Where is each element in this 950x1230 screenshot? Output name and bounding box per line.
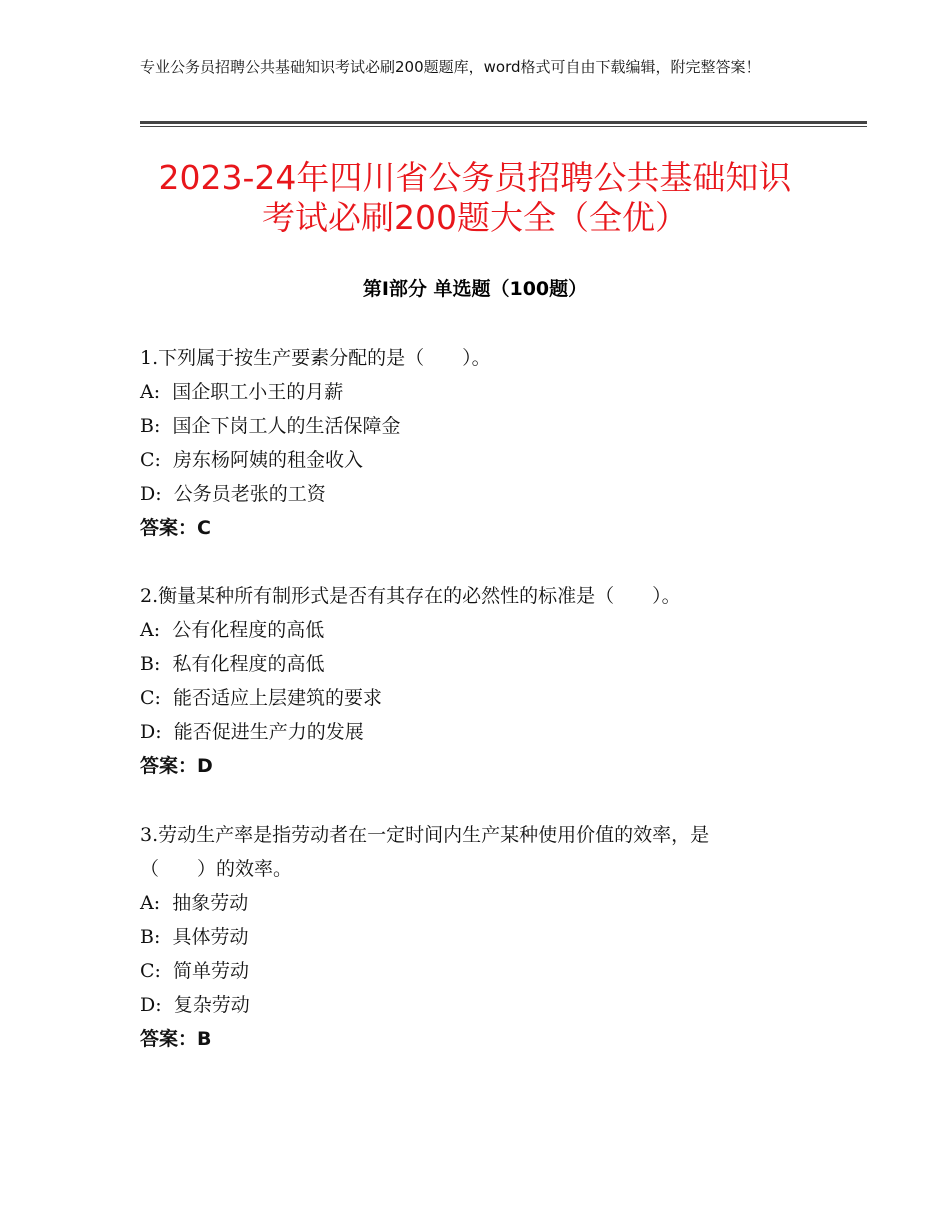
document-title: [100, 158, 850, 238]
question-1-option-b: B: 国企下岗工人的生活保障金: [140, 415, 401, 437]
document-title-line-2: 考试必刷200题大全（全优）: [262, 198, 688, 237]
question-1-option-c: C: 房东杨阿姨的租金收入: [140, 449, 364, 471]
header-divider-thin: [140, 126, 867, 127]
question-2: [140, 579, 840, 783]
question-2-option-a: A: 公有化程度的高低: [140, 619, 325, 641]
question-1: [140, 341, 840, 545]
question-2-option-c: C: 能否适应上层建筑的要求: [140, 687, 383, 709]
question-3-answer: 答案：B: [140, 1028, 212, 1050]
question-2-answer: 答案：D: [140, 755, 213, 777]
header-divider-thick: [140, 121, 867, 124]
header-note: 专业公务员招聘公共基础知识考试必刷200题题库，word格式可自由下载编辑，附完整答案！: [140, 58, 761, 76]
question-1-text: 1.下列属于按生产要素分配的是（ ）。: [140, 347, 491, 369]
question-3-option-c: C: 简单劳动: [140, 960, 250, 982]
question-3-option-b: B: 具体劳动: [140, 926, 249, 948]
question-3: [140, 818, 840, 1056]
question-3-option-d: D: 复杂劳动: [140, 994, 250, 1016]
question-3-text-line-1: 3.劳动生产率是指劳动者在一定时间内生产某种使用价值的效率，是: [140, 824, 710, 846]
question-3-option-a: A: 抽象劳动: [140, 892, 249, 914]
question-1-option-a: A: 国企职工小王的月薪: [140, 381, 344, 403]
question-2-text: 2.衡量某种所有制形式是否有其存在的必然性的标准是（ ）。: [140, 585, 681, 607]
question-1-answer: 答案：C: [140, 517, 211, 539]
section-heading: 第Ⅰ部分 单选题（100题）: [362, 278, 588, 300]
question-2-option-b: B: 私有化程度的高低: [140, 653, 325, 675]
question-1-option-d: D: 公务员老张的工资: [140, 483, 326, 505]
question-3-text-line-2: （ ）的效率。: [140, 858, 293, 880]
question-2-option-d: D: 能否促进生产力的发展: [140, 721, 364, 743]
document-title-line-1: 2023-24年四川省公务员招聘公共基础知识: [158, 158, 792, 197]
